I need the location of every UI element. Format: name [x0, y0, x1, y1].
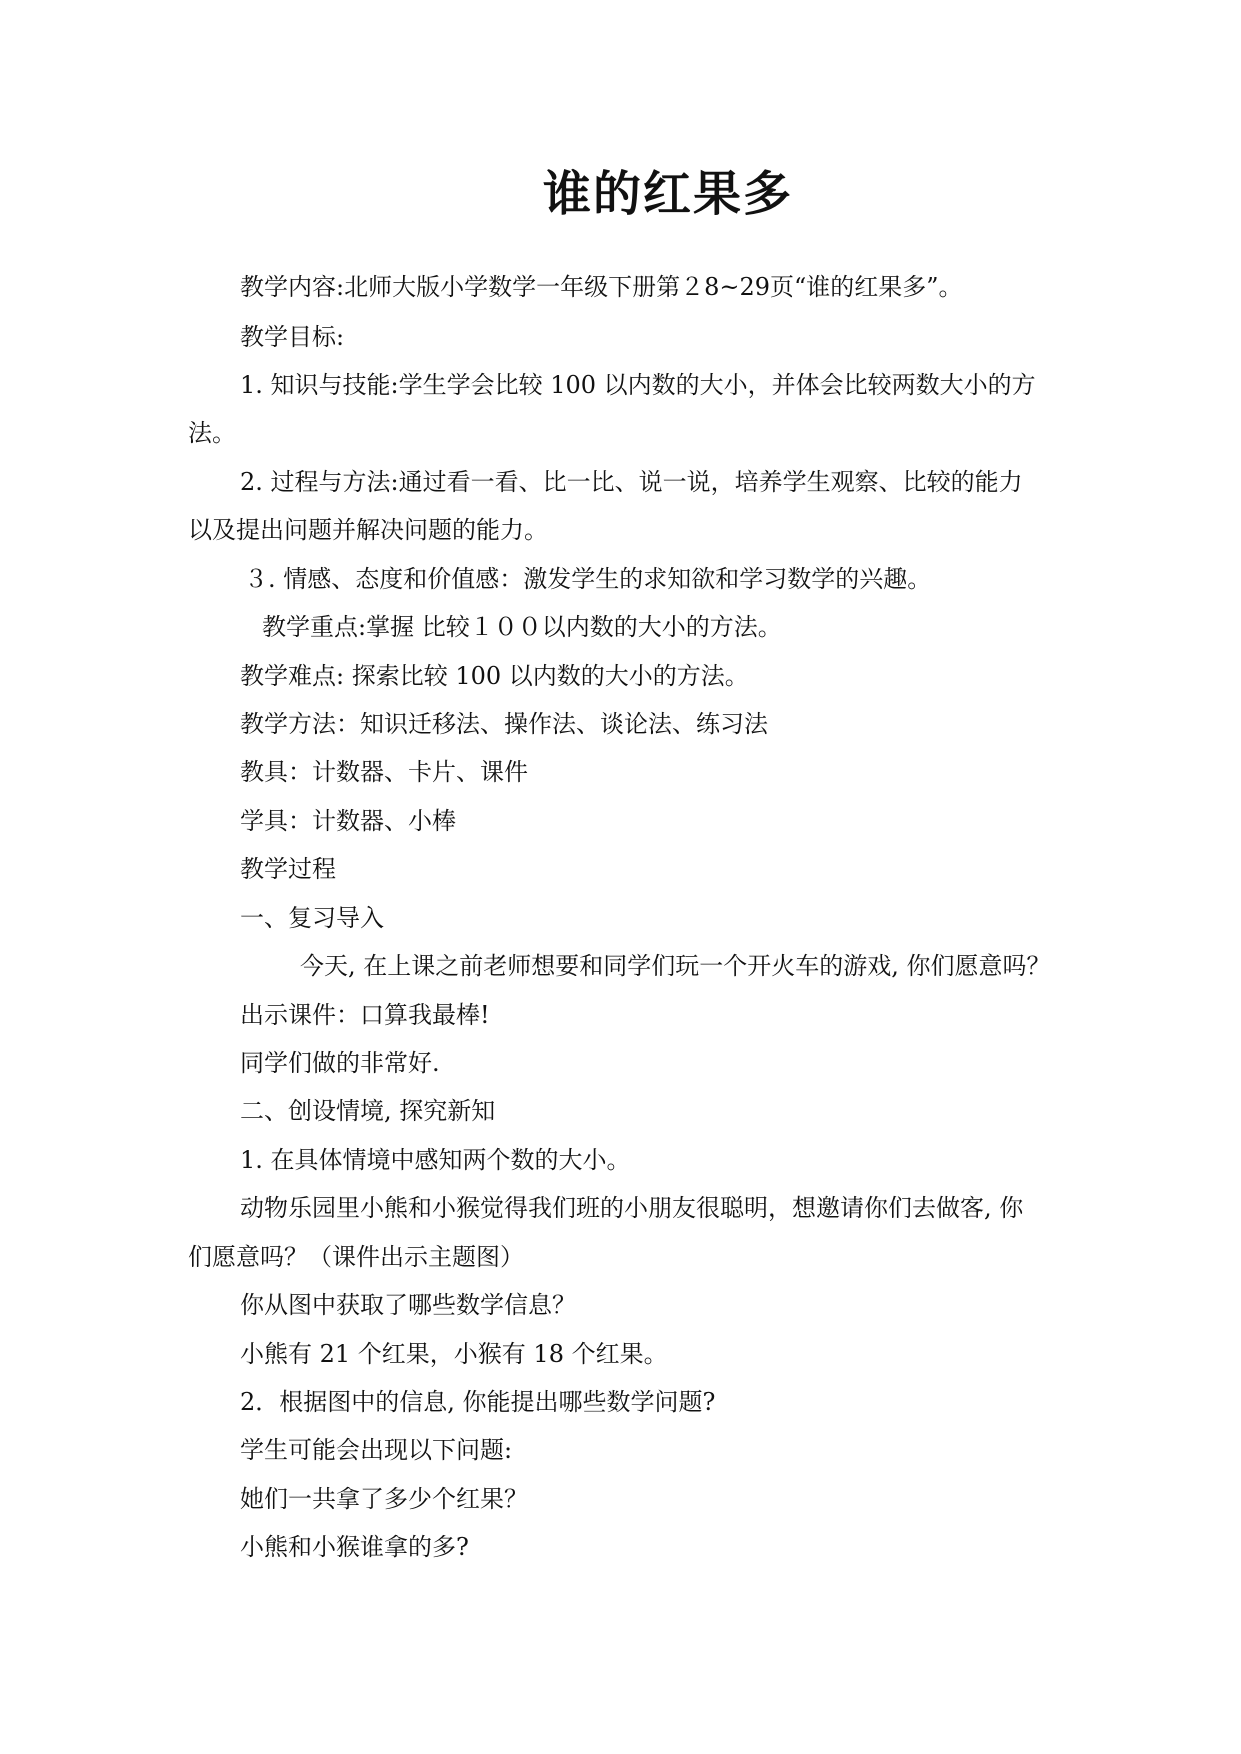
text-line-answer-info: 小熊有 21 个红果，小猴有 18 个红果。: [240, 1340, 668, 1368]
text-line-student-tools: 学具：计数器、小棒: [240, 807, 456, 835]
text-line-praise: 同学们做的非常好.: [240, 1049, 440, 1077]
section-heading-explore: 二、创设情境, 探究新知: [240, 1097, 496, 1125]
document-title: 谁的红果多: [542, 166, 793, 222]
text-line-courseware: 出示课件：口算我最棒!: [240, 1001, 490, 1029]
text-line-goal-2: 2. 过程与方法:通过看一看、比一比、说一说，培养学生观察、比较的能力: [240, 468, 1023, 496]
section-heading-review: 一、复习导入: [240, 904, 384, 932]
text-line-teaching-goals: 教学目标:: [240, 323, 345, 351]
text-line-goal-3: ３. 情感、态度和价值感：激发学生的求知欲和学习数学的兴趣。: [244, 565, 932, 593]
text-line-key-point: 教学重点:掌握 比较１００以内数的大小的方法。: [262, 613, 782, 641]
text-line-step-2: 2．根据图中的信息, 你能提出哪些数学问题?: [240, 1388, 716, 1416]
text-line-difficulty: 教学难点: 探索比较 100 以内数的大小的方法。: [240, 662, 749, 690]
text-line-goal-2-cont: 以及提出问题并解决问题的能力。: [188, 516, 548, 544]
text-line-question-info: 你从图中获取了哪些数学信息？: [240, 1291, 576, 1319]
text-line-question-compare: 小熊和小猴谁拿的多?: [240, 1533, 469, 1561]
text-line-story-cont: 们愿意吗？（课件出示主题图）: [188, 1243, 524, 1271]
text-line-teaching-tools: 教具：计数器、卡片、课件: [240, 758, 528, 786]
text-line-question-total: 她们一共拿了多少个红果？: [240, 1485, 528, 1513]
text-line-step-1: 1. 在具体情境中感知两个数的大小。: [240, 1146, 631, 1174]
text-line-possible-questions: 学生可能会出现以下问题:: [240, 1436, 513, 1464]
text-line-teaching-content: 教学内容:北师大版小学数学一年级下册第２8~29页“谁的红果多”。: [240, 273, 963, 301]
text-line-process: 教学过程: [240, 855, 336, 883]
text-line-intro: 今天, 在上课之前老师想要和同学们玩一个开火车的游戏, 你们愿意吗？: [300, 952, 1051, 980]
text-line-method: 教学方法：知识迁移法、操作法、谈论法、练习法: [240, 710, 768, 738]
text-line-goal-1: 1. 知识与技能:学生学会比较 100 以内数的大小，并体会比较两数大小的方: [240, 371, 1036, 399]
text-line-goal-1-cont: 法。: [188, 419, 236, 447]
text-line-story: 动物乐园里小熊和小猴觉得我们班的小朋友很聪明，想邀请你们去做客, 你: [240, 1194, 1024, 1222]
